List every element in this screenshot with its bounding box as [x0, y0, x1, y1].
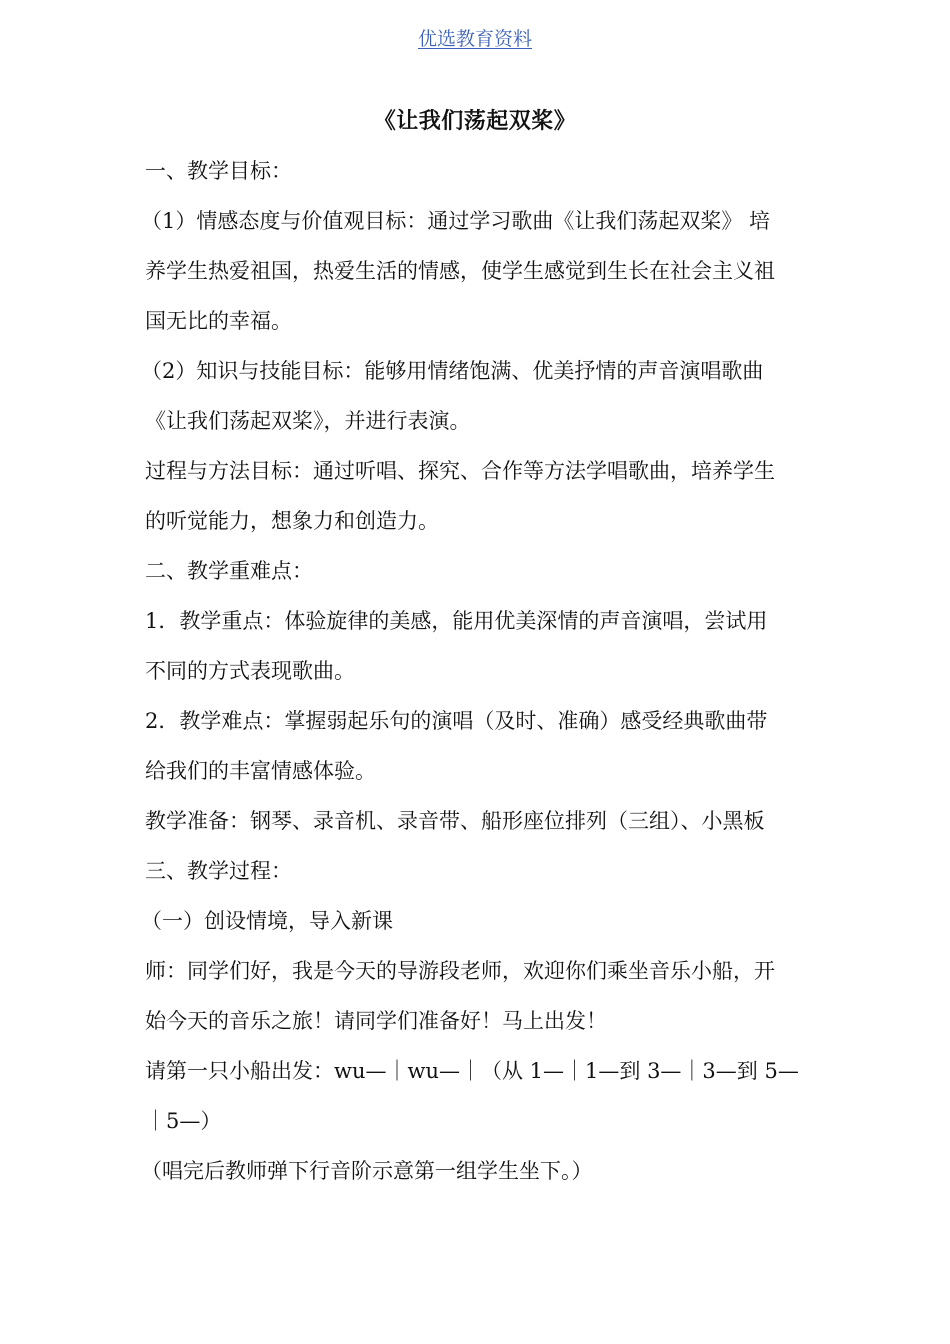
- section-heading-objectives: 一、教学目标：: [145, 159, 292, 183]
- body-line: 请第一只小船出发：wu—｜wu—｜（从 1—｜1—到 3—｜3—到 5—: [145, 1059, 799, 1083]
- body-line: 1．教学重点：体验旋律的美感，能用优美深情的声音演唱，尝试用: [145, 609, 768, 633]
- section-heading-key-points: 二、教学重难点：: [145, 559, 313, 583]
- body-line: 教学准备：钢琴、录音机、录音带、船形座位排列（三组）、小黑板: [145, 809, 765, 833]
- body-line: 2．教学难点：掌握弱起乐句的演唱（及时、准确）感受经典歌曲带: [145, 709, 768, 733]
- body-line: ｜5—）: [145, 1109, 222, 1133]
- body-line: （唱完后教师弹下行音阶示意第一组学生坐下。）: [141, 1159, 593, 1183]
- section-heading-process: 三、教学过程：: [145, 859, 292, 883]
- body-line: （1）情感态度与价值观目标：通过学习歌曲《让我们荡起双桨》 培: [141, 209, 771, 233]
- body-line: 师：同学们好，我是今天的导游段老师，欢迎你们乘坐音乐小船，开: [145, 959, 775, 983]
- body-line: 不同的方式表现歌曲。: [145, 659, 355, 683]
- body-line: 《让我们荡起双桨》，并进行表演。: [145, 409, 471, 433]
- body-line: （一）创设情境，导入新课: [141, 909, 393, 933]
- body-line: 给我们的丰富情感体验。: [145, 759, 376, 783]
- body-line: 国无比的幸福。: [145, 309, 292, 333]
- body-line: 过程与方法目标：通过听唱、探究、合作等方法学唱歌曲，培养学生: [145, 459, 775, 483]
- body-line: 始今天的音乐之旅！请同学们准备好！马上出发！: [145, 1009, 607, 1033]
- body-line: 的听觉能力，想象力和创造力。: [145, 509, 439, 533]
- document-body: [141, 146, 825, 1196]
- document-title: 《让我们荡起双桨》: [373, 108, 577, 134]
- header-link[interactable]: 优选教育资料: [417, 28, 532, 50]
- body-line: 养学生热爱祖国，热爱生活的情感，使学生感觉到生长在社会主义祖: [145, 259, 775, 283]
- body-line: （2）知识与技能目标：能够用情绪饱满、优美抒情的声音演唱歌曲: [141, 359, 764, 383]
